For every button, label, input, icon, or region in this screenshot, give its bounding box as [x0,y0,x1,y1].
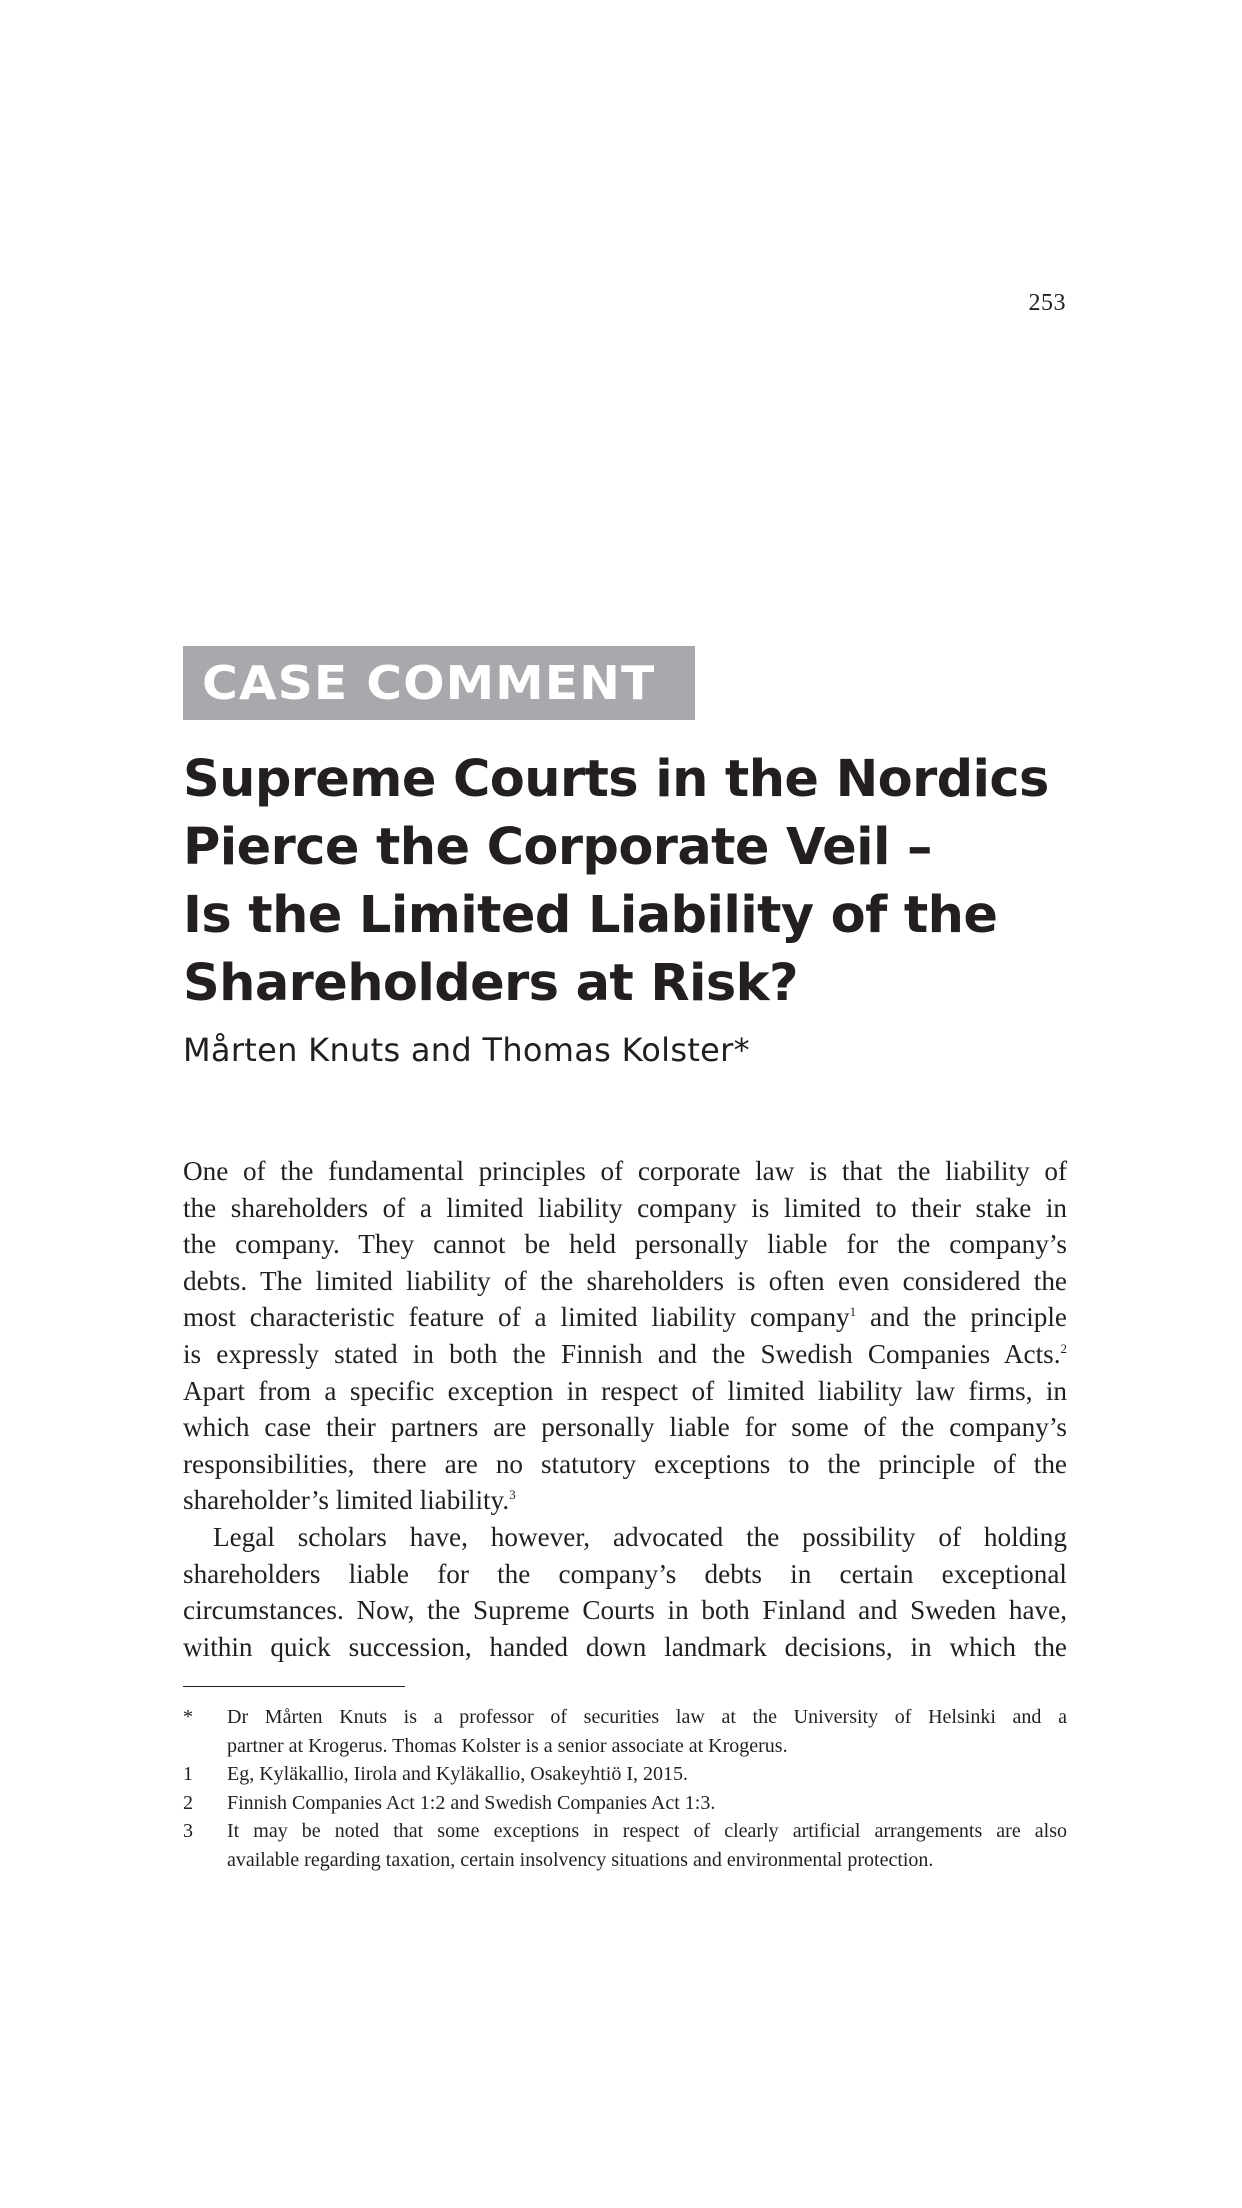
footnote-text [227,1703,1067,1760]
body-paragraph-1 [183,1153,1067,1519]
body-line: responsibilities, there are no statutory exceptions to the principle of the [183,1448,1067,1479]
body-paragraph-2 [183,1519,1067,1665]
footnote-line: It may be noted that some exceptions in respect of clearly artificial arrangements are also [227,1820,1067,1842]
body-line: which case their partners are personally liable for some of the company’s [183,1412,1067,1443]
section-label-text: CASE COMMENT [202,656,656,710]
footnote-mark: 2 [183,1791,193,1814]
body-line [183,1336,1067,1373]
body-line: One of the fundamental principles of corporate law is that the liability of [183,1156,1067,1186]
footnote-text [227,1817,1067,1874]
footnote-author [183,1703,1067,1760]
title-line: Supreme Courts in the Nordics [183,750,1049,809]
footnote-line: partner at Krogerus. Thomas Kolster is a senior associate at Krogerus. [227,1734,788,1757]
body-line [183,1482,1067,1519]
title-line: Is the Limited Liability of the [183,886,998,945]
footnote-line: Finnish Companies Act 1:2 and Swedish Companies Act 1:3. [227,1791,716,1814]
footnote-ref-2[interactable]: 2 [1060,1340,1067,1356]
footnote-mark: * [183,1706,193,1728]
footnote-3 [183,1817,1067,1874]
footnote-text [227,1760,1067,1789]
body-line [183,1299,1067,1336]
footnote-2 [183,1789,1067,1818]
title-line: Pierce the Corporate Veil – [183,818,932,877]
page-number: 253 [1028,290,1066,316]
body-line: debts. The limited liability of the shareholders is often even considered the [183,1265,1067,1296]
body-line: the shareholders of a limited liability company is limited to their stake in [183,1192,1067,1223]
footnote-ref-1[interactable]: 1 [849,1304,857,1320]
body-line-part: shareholder’s limited liability. [183,1485,510,1516]
body-line: the company. They cannot be held personally liable for the company’s [183,1229,1067,1260]
footnote-mark: 3 [183,1820,193,1842]
footnote-line: available regarding taxation, certain insolvency situations and environmental protection. [227,1848,934,1871]
body-line-part: and the principle [856,1302,1067,1333]
footnote-text [227,1789,1067,1818]
title-line: Shareholders at Risk? [183,954,798,1013]
footnote-divider [183,1686,405,1687]
footnotes [183,1703,1067,1874]
footnote-ref-3[interactable]: 3 [509,1487,516,1503]
article-body [183,1153,1067,1665]
footnote-line: Dr Mårten Knuts is a professor of securities law at the University of Helsinki and a [227,1706,1067,1728]
article-title [183,746,1083,1018]
body-line-part: is expressly stated in both the Finnish and the Swedish Companies Acts. [183,1338,1061,1369]
body-line: within quick succession, handed down landmark decisions, in which the [183,1631,1067,1662]
body-line: shareholders liable for the company’s debts in certain exceptional [183,1558,1067,1589]
body-line-part: most characteristic feature of a limited liability company [183,1302,850,1333]
article-authors: Mårten Knuts and Thomas Kolster* [183,1031,750,1069]
footnote-mark: 1 [183,1763,193,1785]
body-line: Legal scholars have, however, advocated the possibility of holding [213,1521,1067,1552]
footnote-1 [183,1760,1067,1789]
body-line: Apart from a specific exception in respect of limited liability law firms, in [183,1375,1067,1406]
section-label [183,646,695,720]
footnote-line: Eg, Kyläkallio, Iirola and Kyläkallio, Osakeyhtiö I, 2015. [227,1763,689,1785]
body-line: circumstances. Now, the Supreme Courts in both Finland and Sweden have, [183,1595,1067,1626]
